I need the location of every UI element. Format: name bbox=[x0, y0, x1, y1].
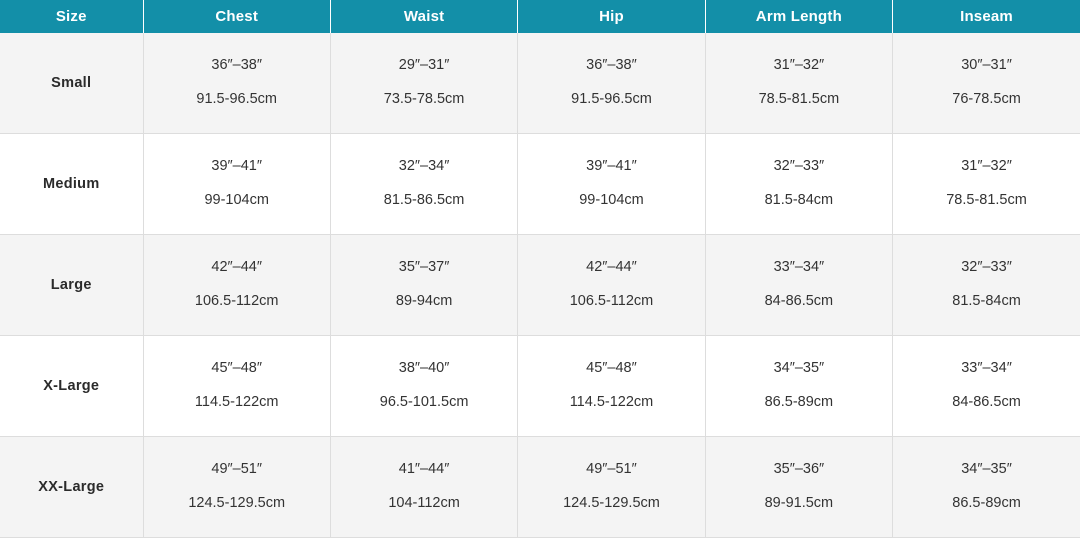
cell-chest bbox=[143, 437, 330, 538]
value-inches: 32″–34″ bbox=[398, 158, 450, 175]
column-header-waist: Waist bbox=[330, 0, 517, 33]
value-inches: 36″–38″ bbox=[586, 57, 637, 74]
value-centimeters: 114.5-122cm bbox=[569, 394, 654, 410]
cell-waist bbox=[330, 134, 517, 235]
value-inches: 31″–32″ bbox=[773, 57, 825, 74]
cell-size: X-Large bbox=[0, 336, 143, 437]
value-centimeters: 99-104cm bbox=[204, 192, 269, 208]
value-inches: 29″–31″ bbox=[398, 57, 450, 74]
cell-inseam bbox=[893, 336, 1080, 437]
value-centimeters: 91.5-96.5cm bbox=[196, 91, 277, 107]
cell-size: Small bbox=[0, 33, 143, 134]
table-body bbox=[0, 33, 1080, 538]
value-centimeters: 78.5-81.5cm bbox=[946, 192, 1027, 208]
value-centimeters: 76-78.5cm bbox=[952, 91, 1021, 107]
value-centimeters: 81.5-86.5cm bbox=[383, 192, 465, 208]
value-inches: 39″–41″ bbox=[586, 158, 637, 175]
value-inches: 42″–44″ bbox=[586, 259, 637, 276]
cell-size: XX-Large bbox=[0, 437, 143, 538]
value-centimeters: 114.5-122cm bbox=[194, 394, 279, 410]
value-centimeters: 86.5-89cm bbox=[952, 495, 1021, 511]
cell-arm-length bbox=[705, 336, 892, 437]
table-row bbox=[0, 134, 1080, 235]
value-centimeters: 84-86.5cm bbox=[764, 293, 834, 309]
value-centimeters: 86.5-89cm bbox=[764, 394, 834, 410]
value-inches: 35″–36″ bbox=[773, 461, 825, 478]
cell-hip bbox=[518, 134, 705, 235]
value-centimeters: 84-86.5cm bbox=[952, 394, 1021, 410]
table-row bbox=[0, 437, 1080, 538]
cell-hip bbox=[518, 235, 705, 336]
value-centimeters: 99-104cm bbox=[579, 192, 644, 208]
cell-waist bbox=[330, 33, 517, 134]
value-centimeters: 106.5-112cm bbox=[569, 293, 654, 309]
value-centimeters: 104-112cm bbox=[388, 495, 460, 511]
cell-arm-length bbox=[705, 134, 892, 235]
column-header-arm-length: Arm Length bbox=[705, 0, 892, 33]
value-centimeters: 73.5-78.5cm bbox=[383, 91, 465, 107]
value-inches: 32″–33″ bbox=[773, 158, 825, 175]
value-centimeters: 89-94cm bbox=[395, 293, 453, 309]
cell-hip bbox=[518, 33, 705, 134]
value-centimeters: 124.5-129.5cm bbox=[563, 495, 660, 511]
value-inches: 41″–44″ bbox=[398, 461, 450, 478]
value-inches: 45″–48″ bbox=[211, 360, 262, 377]
cell-hip bbox=[518, 437, 705, 538]
value-centimeters: 91.5-96.5cm bbox=[571, 91, 652, 107]
value-inches: 32″–33″ bbox=[961, 259, 1012, 276]
value-centimeters: 78.5-81.5cm bbox=[758, 91, 840, 107]
column-header-chest: Chest bbox=[143, 0, 330, 33]
cell-size: Medium bbox=[0, 134, 143, 235]
cell-arm-length bbox=[705, 437, 892, 538]
value-inches: 33″–34″ bbox=[773, 259, 825, 276]
column-header-inseam: Inseam bbox=[893, 0, 1080, 33]
table-row bbox=[0, 33, 1080, 134]
value-inches: 45″–48″ bbox=[586, 360, 637, 377]
value-centimeters: 124.5-129.5cm bbox=[188, 495, 286, 511]
value-inches: 33″–34″ bbox=[961, 360, 1012, 377]
cell-waist bbox=[330, 336, 517, 437]
value-centimeters: 96.5-101.5cm bbox=[379, 394, 469, 410]
column-header-size: Size bbox=[0, 0, 143, 33]
value-inches: 49″–51″ bbox=[586, 461, 637, 478]
value-inches: 35″–37″ bbox=[398, 259, 450, 276]
value-inches: 39″–41″ bbox=[211, 158, 262, 175]
cell-inseam bbox=[893, 134, 1080, 235]
cell-waist bbox=[330, 235, 517, 336]
cell-inseam bbox=[893, 33, 1080, 134]
cell-inseam bbox=[893, 437, 1080, 538]
value-centimeters: 81.5-84cm bbox=[764, 192, 834, 208]
cell-chest bbox=[143, 336, 330, 437]
cell-size: Large bbox=[0, 235, 143, 336]
cell-chest bbox=[143, 134, 330, 235]
cell-hip bbox=[518, 336, 705, 437]
cell-chest bbox=[143, 33, 330, 134]
value-inches: 30″–31″ bbox=[961, 57, 1012, 74]
cell-arm-length bbox=[705, 235, 892, 336]
value-inches: 36″–38″ bbox=[211, 57, 262, 74]
header-row bbox=[0, 0, 1080, 33]
value-inches: 49″–51″ bbox=[211, 461, 262, 478]
value-inches: 42″–44″ bbox=[211, 259, 262, 276]
value-centimeters: 106.5-112cm bbox=[194, 293, 279, 309]
cell-inseam bbox=[893, 235, 1080, 336]
value-inches: 34″–35″ bbox=[961, 461, 1012, 478]
table-row bbox=[0, 235, 1080, 336]
value-centimeters: 89-91.5cm bbox=[764, 495, 834, 511]
cell-waist bbox=[330, 437, 517, 538]
value-inches: 31″–32″ bbox=[961, 158, 1012, 175]
value-inches: 34″–35″ bbox=[773, 360, 825, 377]
table-row bbox=[0, 336, 1080, 437]
table-header bbox=[0, 0, 1080, 33]
column-header-hip: Hip bbox=[518, 0, 705, 33]
value-centimeters: 81.5-84cm bbox=[952, 293, 1021, 309]
value-inches: 38″–40″ bbox=[398, 360, 450, 377]
cell-chest bbox=[143, 235, 330, 336]
cell-arm-length bbox=[705, 33, 892, 134]
